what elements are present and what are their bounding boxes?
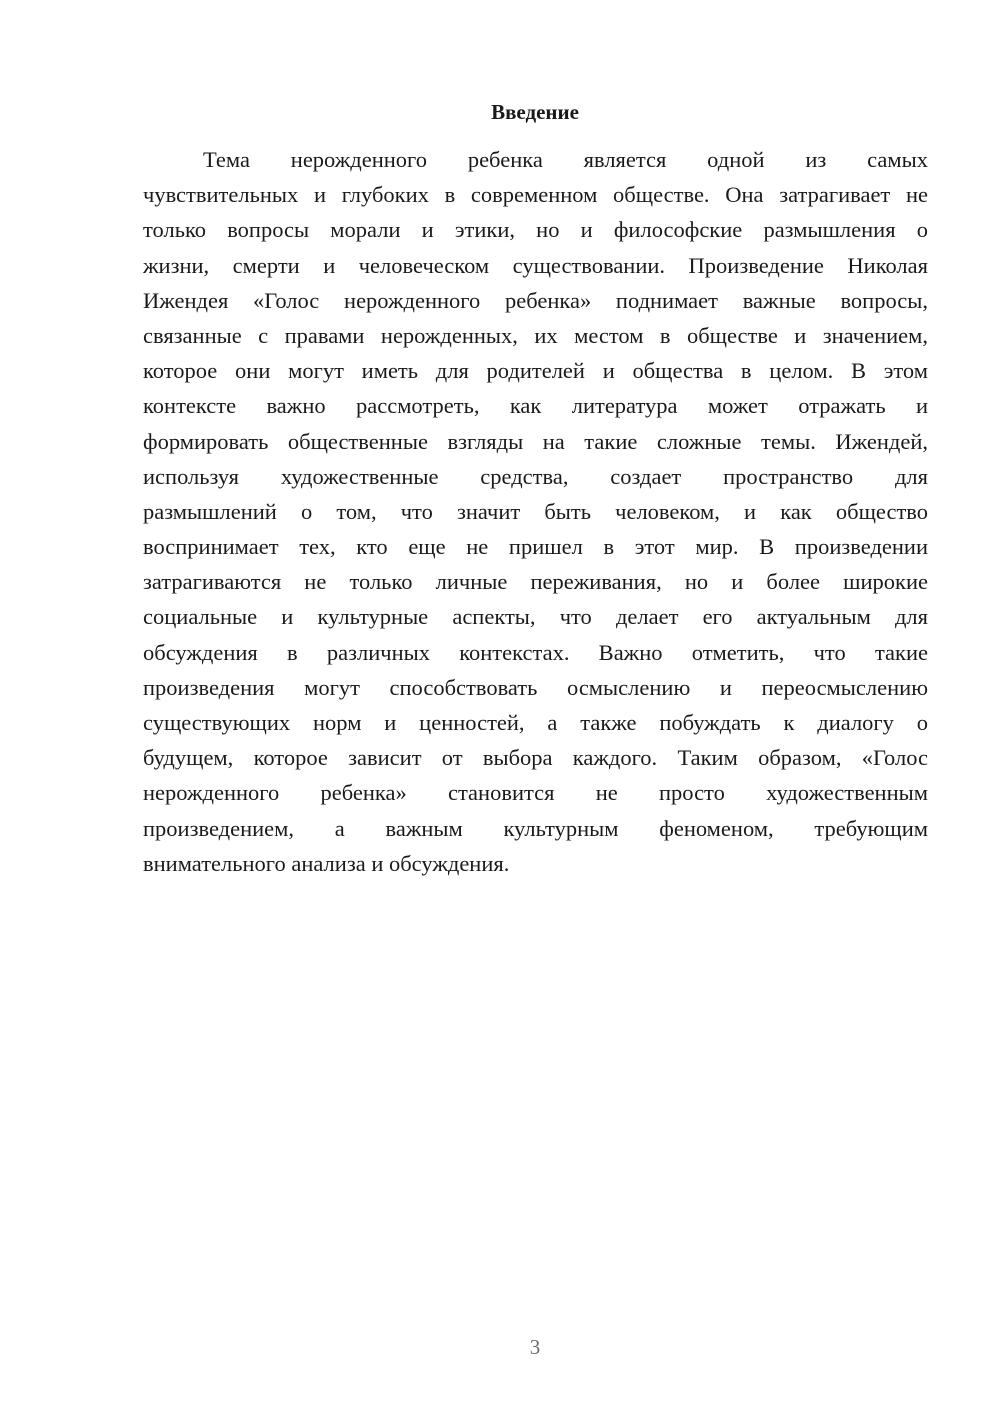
paragraph-line: воспринимает тех, кто еще не пришел в этот мир. В произведении <box>143 534 928 560</box>
paragraph-line: Тема нерожденного ребенка является одной из самых <box>203 147 928 172</box>
paragraph-line: только вопросы морали и этики, но и философские размышления о <box>143 217 928 243</box>
paragraph-line: связанные с правами нерожденных, их местом в обществе и значением, <box>143 322 928 348</box>
paragraph-line: произведением, а важным культурным феноменом, требующим <box>143 815 928 841</box>
paragraph-line: нерожденного ребенка» становится не просто художественным <box>143 780 928 806</box>
paragraph-line: контексте важно рассмотреть, как литература может отражать и <box>143 393 928 419</box>
paragraph-line: социальные и культурные аспекты, что делает его актуальным для <box>143 604 928 630</box>
paragraph-line: используя художественные средства, создает пространство для <box>143 463 928 489</box>
paragraph-line: формировать общественные взгляды на такие сложные темы. Ижендей, <box>143 428 928 454</box>
paragraph-line: обсуждения в различных контекстах. Важно отметить, что такие <box>143 639 928 665</box>
paragraph-line: которое они могут иметь для родителей и общества в целом. В этом <box>143 358 928 384</box>
body-paragraph <box>143 142 928 881</box>
paragraph-line: жизни, смерти и человеческом существовании. Произведение Николая <box>143 252 928 278</box>
paragraph-line: будущем, которое зависит от выбора каждого. Таким образом, «Голос <box>143 745 928 771</box>
paragraph-line: размышлений о том, что значит быть человеком, и как общество <box>143 498 928 524</box>
paragraph-line: затрагиваются не только личные переживания, но и более широкие <box>143 569 928 595</box>
paragraph-line: Ижендея «Голос нерожденного ребенка» поднимает важные вопросы, <box>143 287 928 313</box>
paragraph-line: внимательного анализа и обсуждения. <box>143 850 510 876</box>
section-heading: Введение <box>491 100 579 124</box>
paragraph-line: произведения могут способствовать осмыслению и переосмыслению <box>143 674 928 700</box>
paragraph-line: чувствительных и глубоких в современном обществе. Она затрагивает не <box>143 182 928 208</box>
page-number: 3 <box>529 1335 541 1359</box>
paragraph-line: существующих норм и ценностей, а также побуждать к диалогу о <box>143 710 928 735</box>
